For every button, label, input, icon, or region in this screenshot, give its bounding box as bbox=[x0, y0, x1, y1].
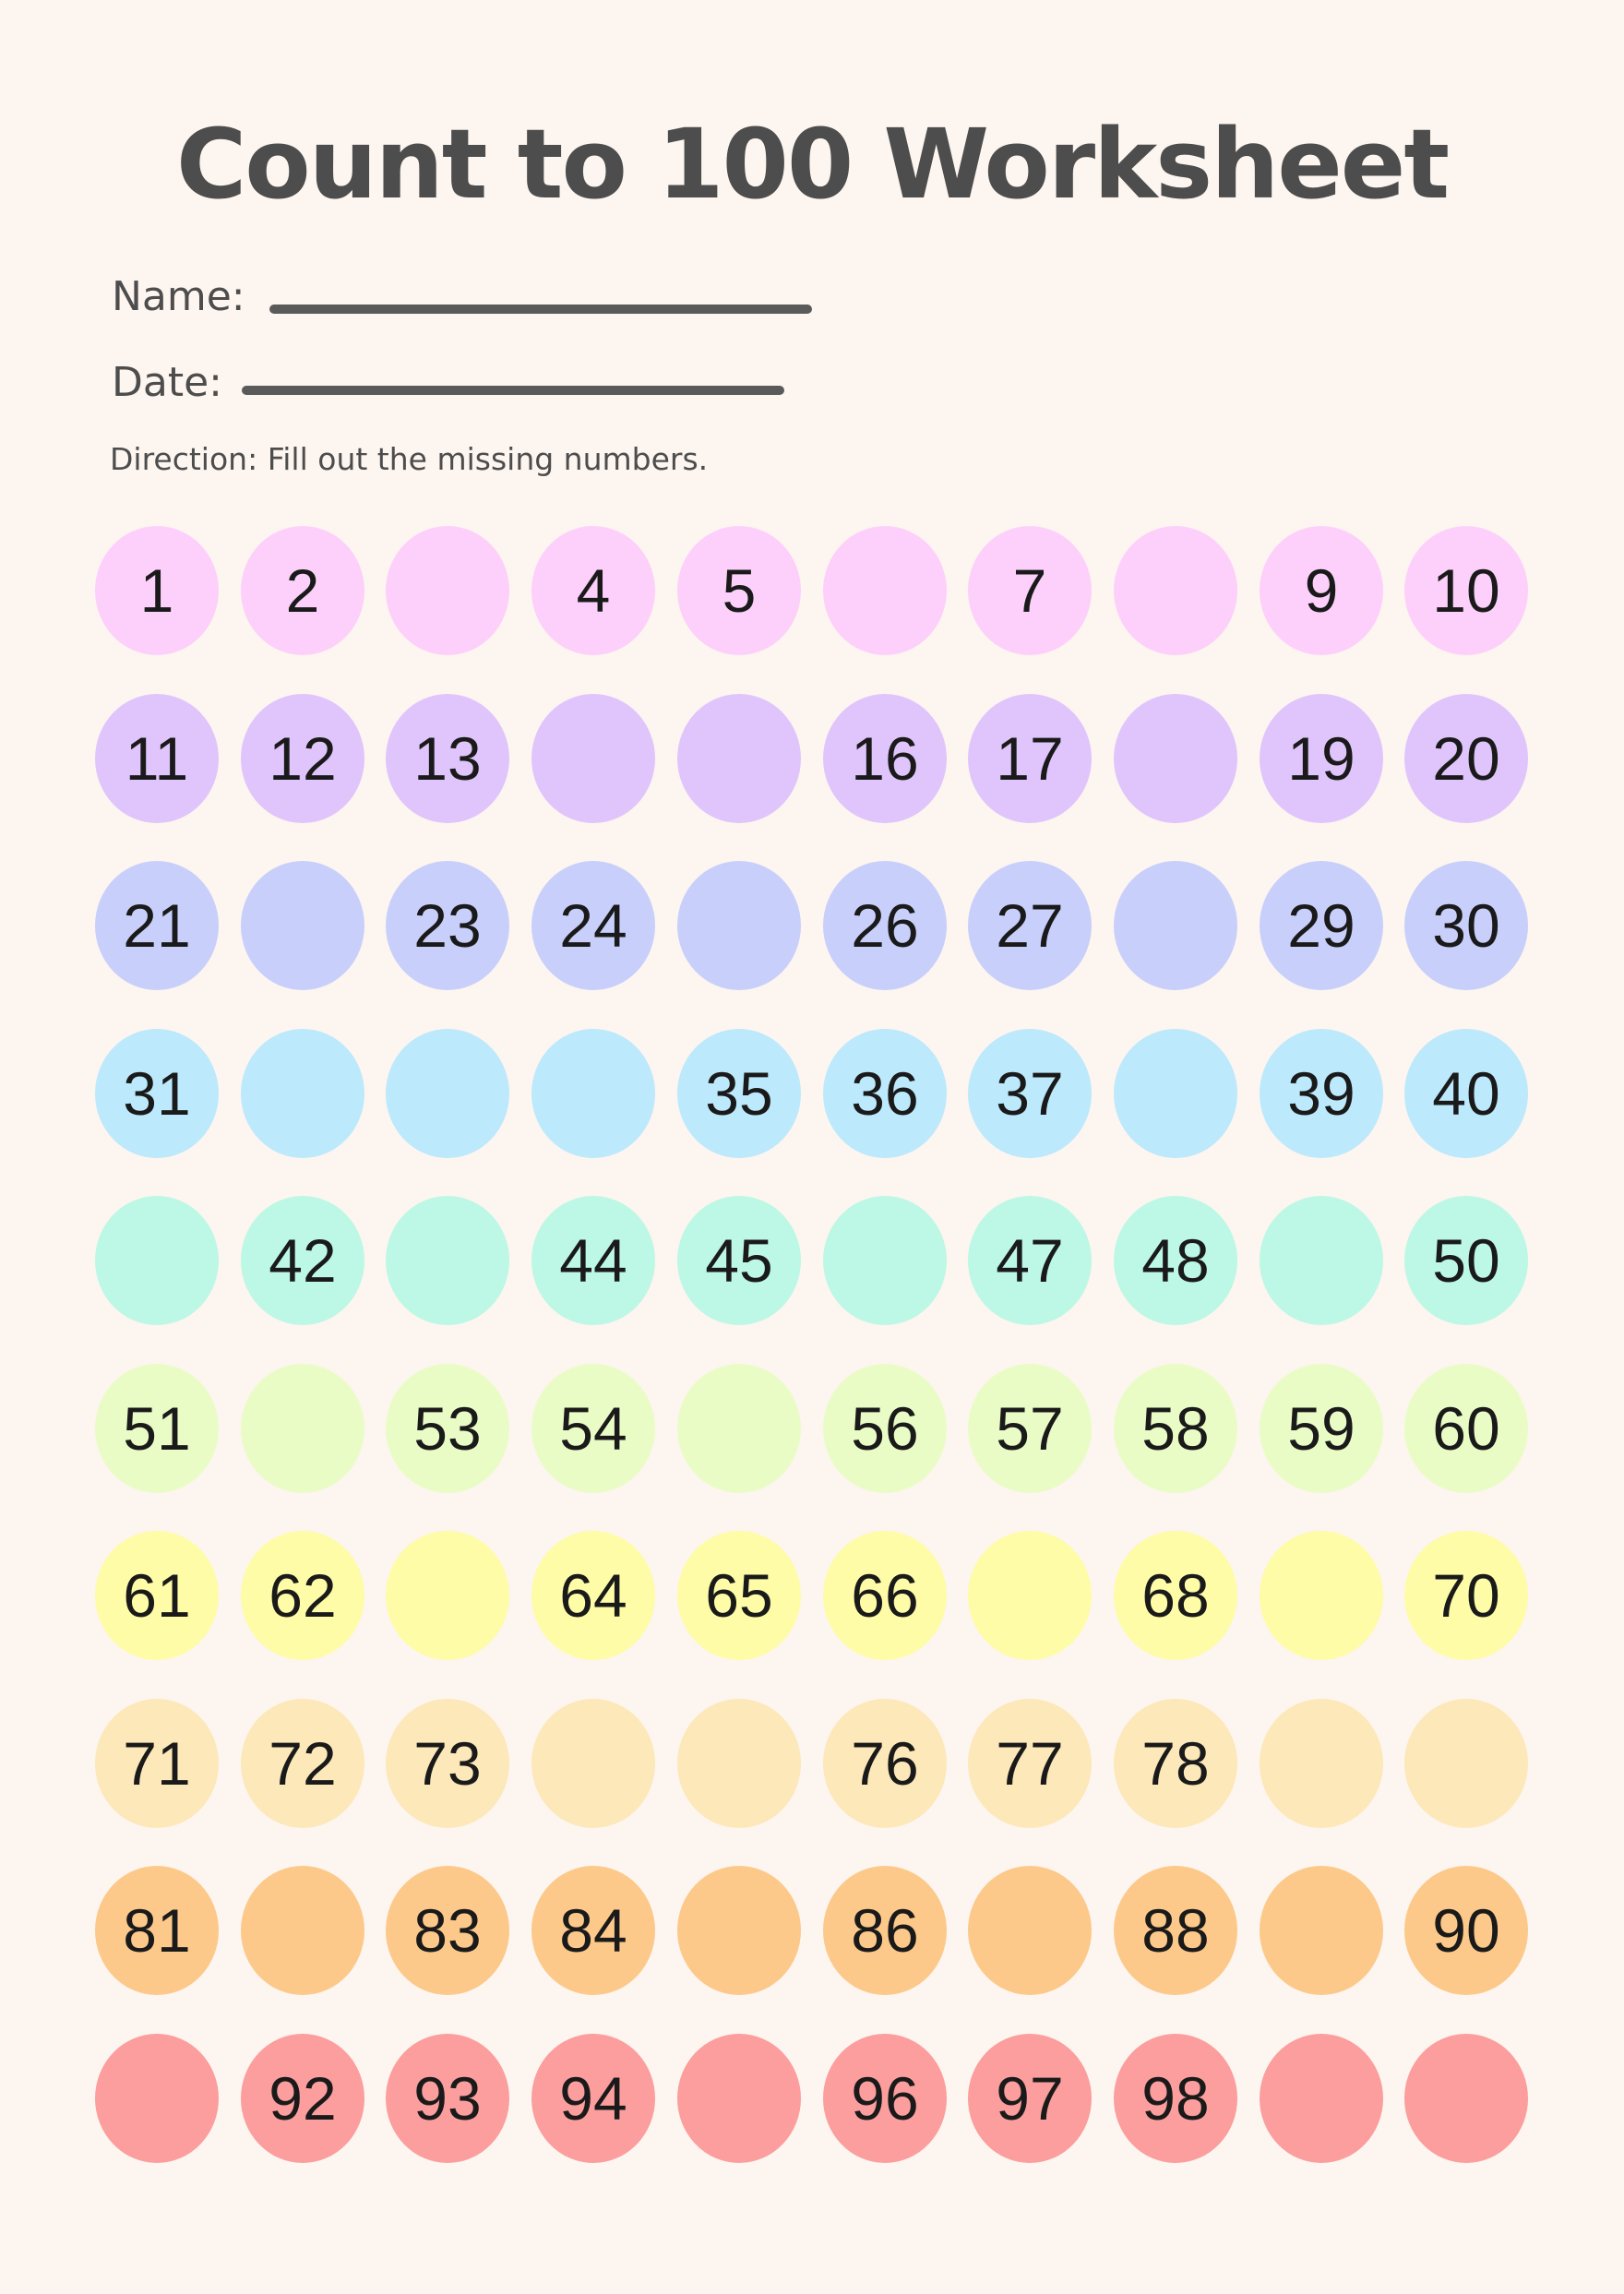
number-circle: 83 bbox=[386, 1866, 509, 1995]
blank-number-circle[interactable] bbox=[531, 1699, 655, 1828]
number-grid bbox=[95, 526, 1529, 2165]
blank-number-circle[interactable] bbox=[677, 1866, 801, 1995]
number-circle: 65 bbox=[677, 1531, 801, 1660]
number-circle: 71 bbox=[95, 1699, 219, 1828]
number-circle: 20 bbox=[1404, 694, 1528, 823]
number-circle: 76 bbox=[823, 1699, 947, 1828]
number-circle: 58 bbox=[1114, 1364, 1237, 1493]
date-label: Date: bbox=[112, 359, 222, 406]
number-circle: 90 bbox=[1404, 1866, 1528, 1995]
blank-number-circle[interactable] bbox=[677, 1364, 801, 1493]
blank-number-circle[interactable] bbox=[1114, 694, 1237, 823]
blank-number-circle[interactable] bbox=[1260, 1699, 1383, 1828]
blank-number-circle[interactable] bbox=[968, 1531, 1092, 1660]
number-circle: 53 bbox=[386, 1364, 509, 1493]
number-circle: 13 bbox=[386, 694, 509, 823]
page-title: Count to 100 Worksheet bbox=[175, 108, 1449, 221]
blank-number-circle[interactable] bbox=[241, 1029, 364, 1158]
number-circle: 59 bbox=[1260, 1364, 1383, 1493]
number-circle: 62 bbox=[241, 1531, 364, 1660]
number-circle: 54 bbox=[531, 1364, 655, 1493]
name-field-line[interactable] bbox=[269, 305, 812, 314]
blank-number-circle[interactable] bbox=[241, 1866, 364, 1995]
number-circle: 45 bbox=[677, 1196, 801, 1325]
number-circle: 9 bbox=[1260, 526, 1383, 655]
blank-number-circle[interactable] bbox=[1114, 526, 1237, 655]
blank-number-circle[interactable] bbox=[531, 1029, 655, 1158]
number-circle: 48 bbox=[1114, 1196, 1237, 1325]
number-circle: 64 bbox=[531, 1531, 655, 1660]
blank-number-circle[interactable] bbox=[1114, 861, 1237, 990]
blank-number-circle[interactable] bbox=[677, 861, 801, 990]
direction-text: Direction: Fill out the missing numbers. bbox=[110, 441, 709, 477]
number-circle: 92 bbox=[241, 2034, 364, 2163]
blank-number-circle[interactable] bbox=[386, 1196, 509, 1325]
blank-number-circle[interactable] bbox=[823, 1196, 947, 1325]
number-circle: 96 bbox=[823, 2034, 947, 2163]
blank-number-circle[interactable] bbox=[1260, 1866, 1383, 1995]
number-circle: 86 bbox=[823, 1866, 947, 1995]
number-circle: 21 bbox=[95, 861, 219, 990]
number-circle: 50 bbox=[1404, 1196, 1528, 1325]
number-circle: 36 bbox=[823, 1029, 947, 1158]
blank-number-circle[interactable] bbox=[1114, 1029, 1237, 1158]
number-circle: 27 bbox=[968, 861, 1092, 990]
blank-number-circle[interactable] bbox=[95, 2034, 219, 2163]
number-circle: 39 bbox=[1260, 1029, 1383, 1158]
blank-number-circle[interactable] bbox=[968, 1866, 1092, 1995]
number-circle: 84 bbox=[531, 1866, 655, 1995]
blank-number-circle[interactable] bbox=[1260, 1531, 1383, 1660]
number-circle: 98 bbox=[1114, 2034, 1237, 2163]
number-circle: 35 bbox=[677, 1029, 801, 1158]
number-circle: 94 bbox=[531, 2034, 655, 2163]
number-circle: 23 bbox=[386, 861, 509, 990]
number-circle: 51 bbox=[95, 1364, 219, 1493]
name-label: Name: bbox=[112, 273, 245, 320]
number-circle: 78 bbox=[1114, 1699, 1237, 1828]
blank-number-circle[interactable] bbox=[241, 861, 364, 990]
blank-number-circle[interactable] bbox=[1404, 2034, 1528, 2163]
number-circle: 40 bbox=[1404, 1029, 1528, 1158]
number-circle: 31 bbox=[95, 1029, 219, 1158]
number-circle: 24 bbox=[531, 861, 655, 990]
number-circle: 47 bbox=[968, 1196, 1092, 1325]
number-circle: 42 bbox=[241, 1196, 364, 1325]
blank-number-circle[interactable] bbox=[386, 526, 509, 655]
number-circle: 37 bbox=[968, 1029, 1092, 1158]
number-circle: 2 bbox=[241, 526, 364, 655]
number-circle: 5 bbox=[677, 526, 801, 655]
number-circle: 81 bbox=[95, 1866, 219, 1995]
number-circle: 29 bbox=[1260, 861, 1383, 990]
number-circle: 1 bbox=[95, 526, 219, 655]
number-circle: 68 bbox=[1114, 1531, 1237, 1660]
number-circle: 70 bbox=[1404, 1531, 1528, 1660]
blank-number-circle[interactable] bbox=[386, 1029, 509, 1158]
number-circle: 93 bbox=[386, 2034, 509, 2163]
number-circle: 44 bbox=[531, 1196, 655, 1325]
blank-number-circle[interactable] bbox=[1404, 1699, 1528, 1828]
number-circle: 11 bbox=[95, 694, 219, 823]
number-circle: 61 bbox=[95, 1531, 219, 1660]
number-circle: 16 bbox=[823, 694, 947, 823]
number-circle: 7 bbox=[968, 526, 1092, 655]
date-field-line[interactable] bbox=[242, 386, 784, 395]
blank-number-circle[interactable] bbox=[531, 694, 655, 823]
blank-number-circle[interactable] bbox=[241, 1364, 364, 1493]
number-circle: 26 bbox=[823, 861, 947, 990]
number-circle: 12 bbox=[241, 694, 364, 823]
blank-number-circle[interactable] bbox=[1260, 1196, 1383, 1325]
number-circle: 56 bbox=[823, 1364, 947, 1493]
number-circle: 30 bbox=[1404, 861, 1528, 990]
number-circle: 10 bbox=[1404, 526, 1528, 655]
number-circle: 60 bbox=[1404, 1364, 1528, 1493]
number-circle: 57 bbox=[968, 1364, 1092, 1493]
blank-number-circle[interactable] bbox=[95, 1196, 219, 1325]
number-circle: 97 bbox=[968, 2034, 1092, 2163]
number-circle: 19 bbox=[1260, 694, 1383, 823]
number-circle: 66 bbox=[823, 1531, 947, 1660]
number-circle: 73 bbox=[386, 1699, 509, 1828]
number-circle: 4 bbox=[531, 526, 655, 655]
blank-number-circle[interactable] bbox=[823, 526, 947, 655]
number-circle: 88 bbox=[1114, 1866, 1237, 1995]
number-circle: 77 bbox=[968, 1699, 1092, 1828]
blank-number-circle[interactable] bbox=[1260, 2034, 1383, 2163]
number-circle: 72 bbox=[241, 1699, 364, 1828]
number-circle: 17 bbox=[968, 694, 1092, 823]
blank-number-circle[interactable] bbox=[677, 1699, 801, 1828]
blank-number-circle[interactable] bbox=[386, 1531, 509, 1660]
blank-number-circle[interactable] bbox=[677, 694, 801, 823]
blank-number-circle[interactable] bbox=[677, 2034, 801, 2163]
